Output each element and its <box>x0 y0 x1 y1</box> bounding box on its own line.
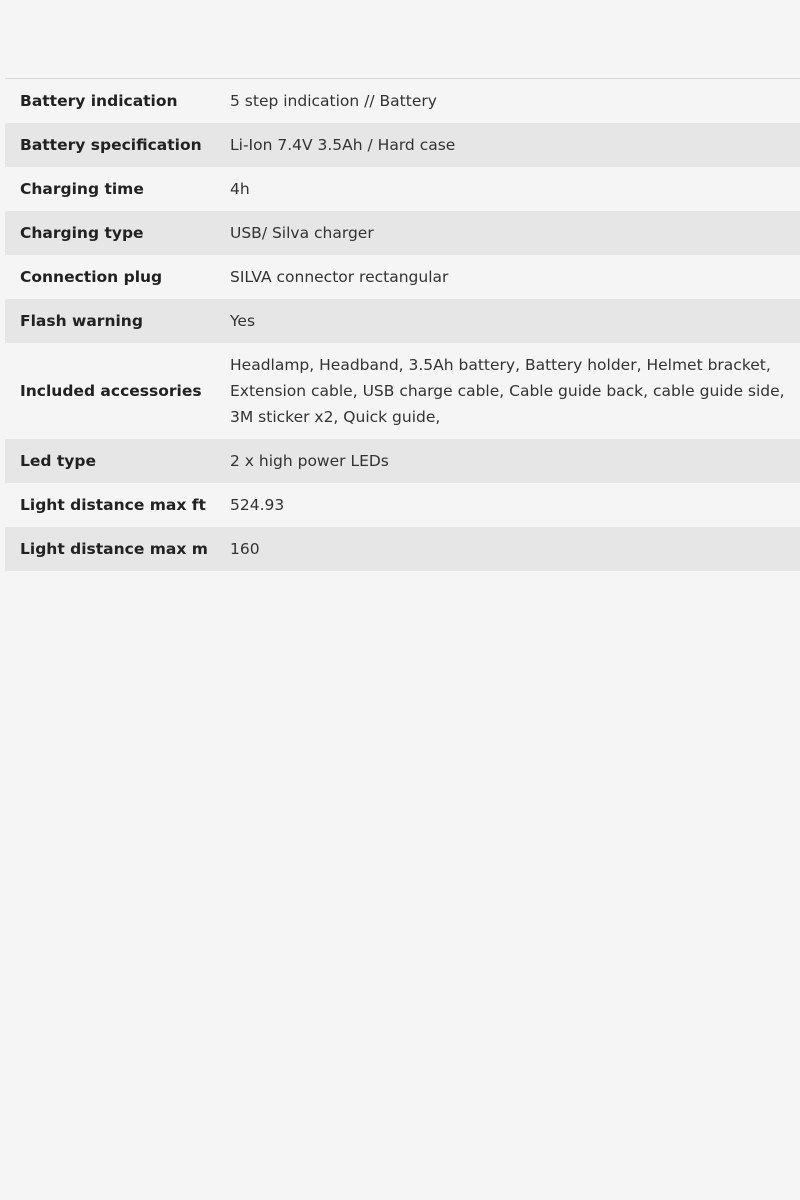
spec-row-connection-plug <box>5 255 800 299</box>
spec-label: Battery specification <box>20 136 202 154</box>
spec-row-included-accessories <box>5 343 800 439</box>
spec-row-light-distance-max-ft <box>5 483 800 527</box>
spec-value: Li-Ion 7.4V 3.5Ah / Hard case <box>230 136 456 154</box>
spec-value: Yes <box>230 312 256 330</box>
spec-value: 524.93 <box>230 496 285 514</box>
spec-row-battery-indication <box>5 79 800 123</box>
spec-value: Headlamp, Headband, 3.5Ah battery, Battery holder, Helmet bracket, Extension cable, USB charge cable, Cable guide back, cable guide side, 3M sticker x2, Quick guide, <box>230 356 785 426</box>
spec-label: Connection plug <box>20 268 163 286</box>
spec-label: Included accessories <box>20 382 202 400</box>
spec-row-light-distance-max-m <box>5 527 800 571</box>
spec-value: 2 x high power LEDs <box>230 452 389 470</box>
spec-label: Charging time <box>20 180 144 198</box>
spec-label: Charging type <box>20 224 144 242</box>
spec-row-flash-warning <box>5 299 800 343</box>
spec-label: Led type <box>20 452 97 470</box>
spec-row-charging-time <box>5 167 800 211</box>
specifications-table <box>5 78 800 571</box>
spec-label: Battery indication <box>20 92 178 110</box>
spec-value: USB/ Silva charger <box>230 224 374 242</box>
spec-value: 4h <box>230 180 250 198</box>
spec-label: Light distance max m <box>20 540 208 558</box>
spec-value: 160 <box>230 540 260 558</box>
spec-row-led-type <box>5 439 800 483</box>
spec-value: SILVA connector rectangular <box>230 268 449 286</box>
spec-value: 5 step indication // Battery <box>230 92 437 110</box>
spec-row-battery-specification <box>5 123 800 167</box>
spec-label: Flash warning <box>20 312 143 330</box>
spec-row-charging-type <box>5 211 800 255</box>
spec-label: Light distance max ft <box>20 496 206 514</box>
